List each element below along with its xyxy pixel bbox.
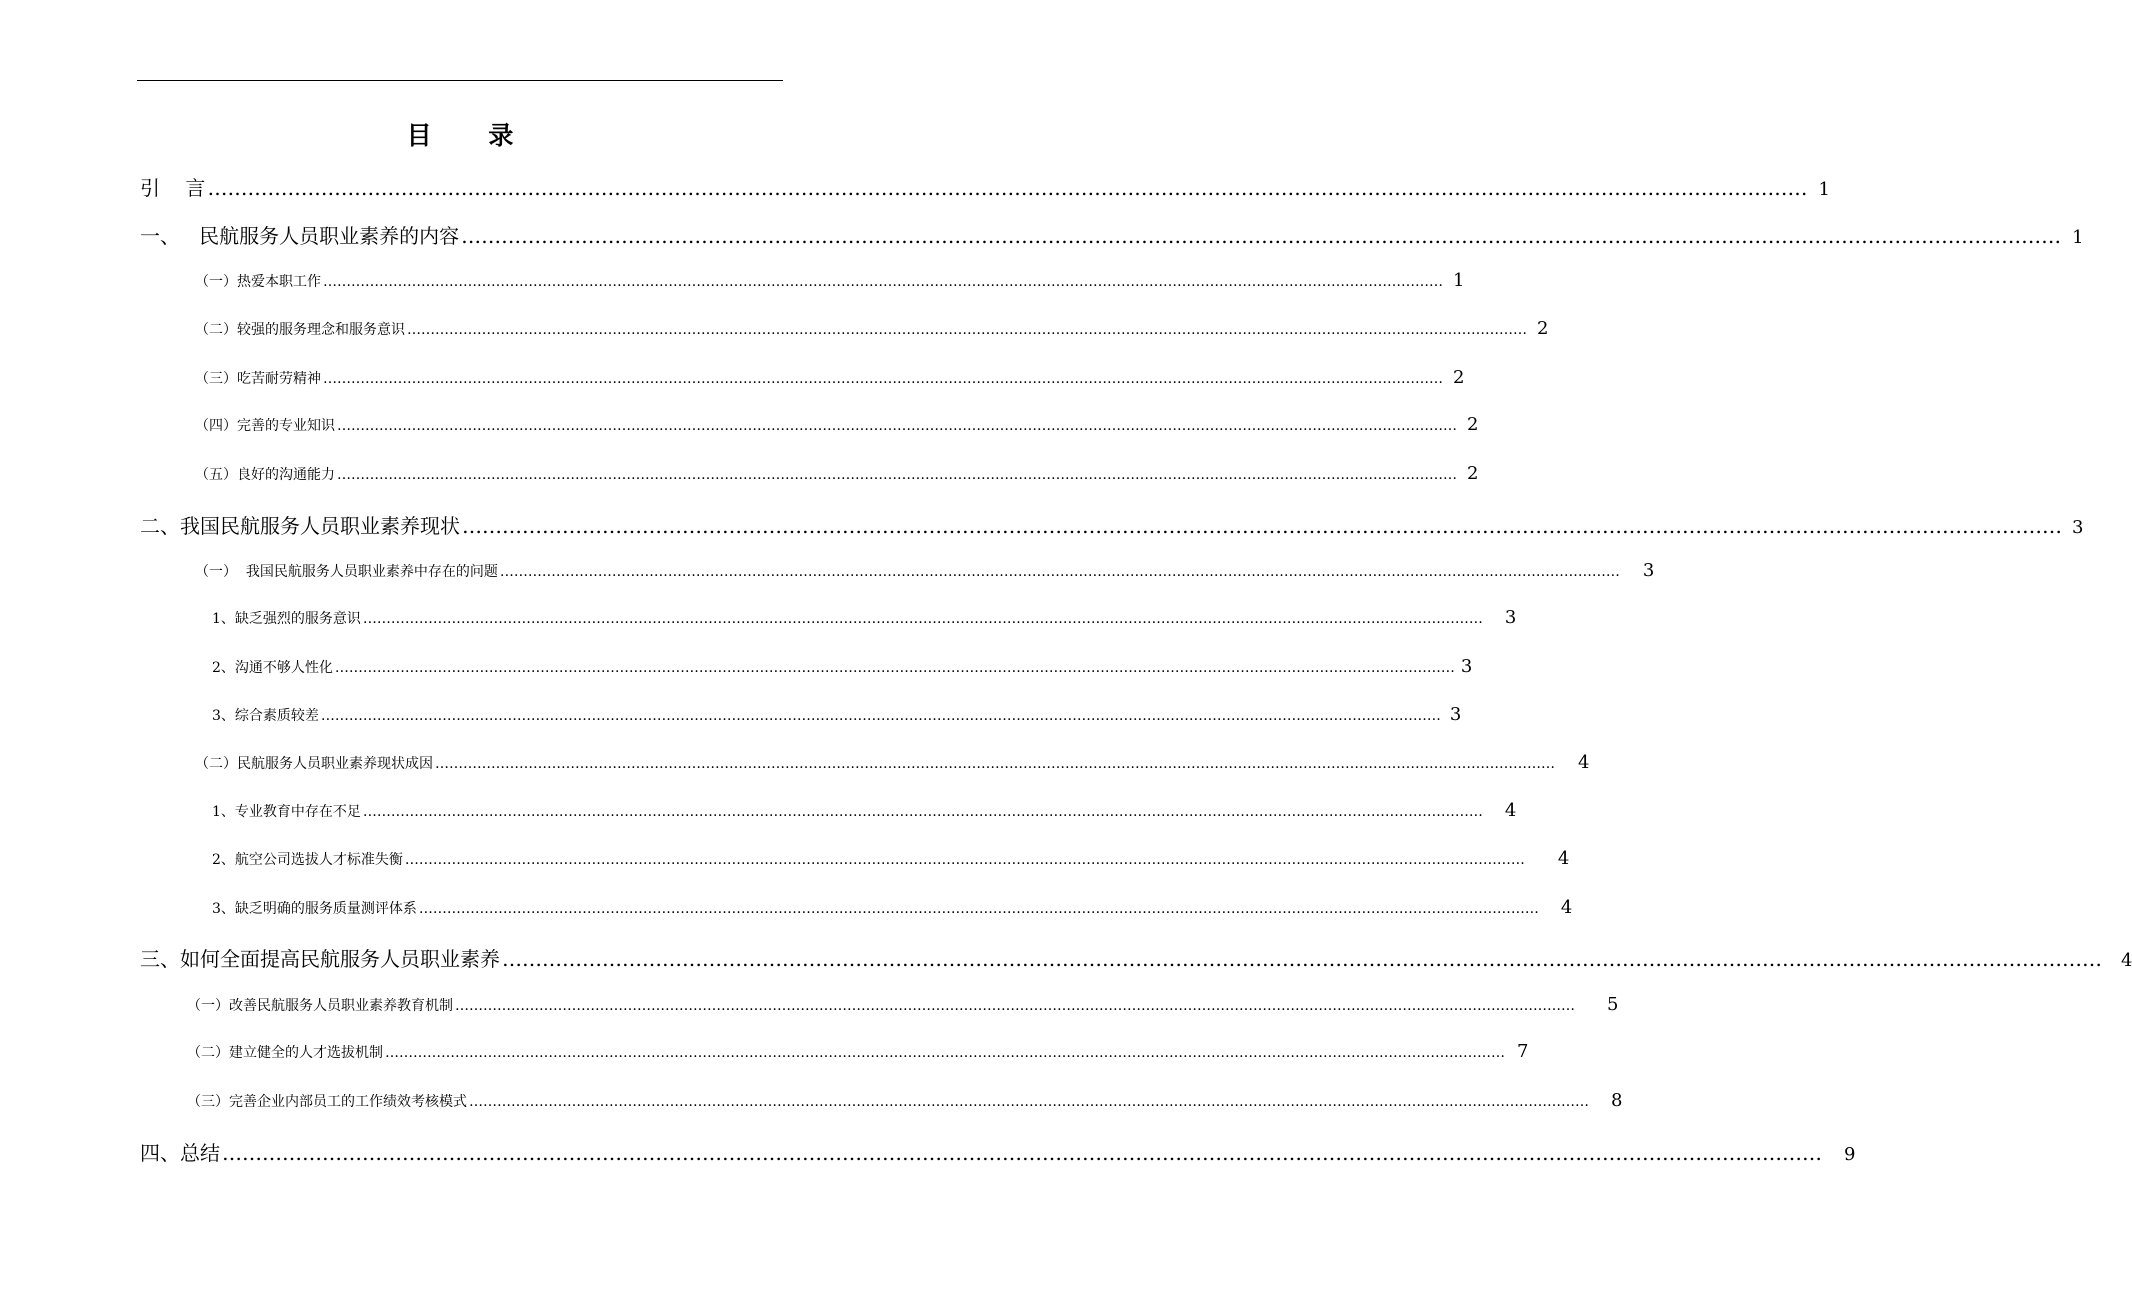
toc-entry[interactable] (195, 318, 1549, 348)
toc-entry-label: 1、缺乏强烈的服务意识 (212, 611, 361, 627)
toc-entry-label: 三、如何全面提高民航服务人员职业素养 (140, 947, 500, 971)
toc-leader-dots: …………………………………………………………………………………………………………………………………………………………………………………………………………………… (362, 611, 1483, 627)
toc-entry-page: 8 (1611, 1090, 1623, 1111)
toc-leader-dots: …………………………………………………………………………………………………………………………………………………………………………………………………………………… (362, 804, 1483, 820)
toc-entry-label: 3、综合素质较差 (212, 708, 319, 724)
toc-leader-dots: …………………………………………………………………………………………………………………………………………………………………………………………………………………… (418, 901, 1539, 917)
toc-entry[interactable] (212, 848, 1570, 878)
toc-entry[interactable] (140, 943, 2132, 973)
toc-entry-label: 四、总结 (140, 1141, 220, 1165)
toc-leader-dots: …………………………………………………………………………………………………………………………………………………………………………………………………………………… (320, 708, 1441, 724)
toc-entry-label: 2、沟通不够人性化 (212, 660, 333, 676)
toc-entry[interactable] (187, 1041, 1529, 1071)
toc-entry[interactable] (195, 463, 1479, 493)
toc-entry-label: （五）良好的沟通能力 (195, 467, 335, 483)
toc-entry[interactable] (195, 367, 1465, 397)
toc-entry-label: 1、专业教育中存在不足 (212, 804, 361, 820)
toc-leader-dots: …………………………………………………………………………………………………………………………………………………………………………………………………………………… (499, 564, 1620, 580)
toc-entry-page: 2 (1537, 318, 1549, 339)
toc-leader-dots: …………………………………………………………………………………………………………………………………………………………………………………………………………………… (461, 224, 2062, 248)
toc-entry-label: （三）吃苦耐劳精神 (195, 371, 321, 387)
toc-entry-page: 3 (1460, 656, 1473, 677)
toc-entry-label: （一）改善民航服务人员职业素养教育机制 (187, 998, 453, 1014)
toc-entry-page: 3 (2072, 517, 2084, 538)
toc-entry-page: 2 (1453, 367, 1465, 388)
toc-leader-dots: …………………………………………………………………………………………………………………………………………………………………………………………………………………… (337, 467, 1457, 483)
toc-entry-label: 二、我国民航服务人员职业素养现状 (140, 514, 460, 538)
toc-entry-page: 1 (1818, 179, 1830, 200)
toc-entry[interactable] (212, 897, 1573, 927)
toc-entry[interactable] (187, 994, 1619, 1024)
toc-entry[interactable] (195, 414, 1479, 444)
toc-entry-page: 4 (1557, 848, 1570, 869)
toc-leader-dots: …………………………………………………………………………………………………………………………………………………………………………………………………………………… (469, 1094, 1589, 1110)
toc-entry-label: （一） 我国民航服务人员职业素养中存在的问题 (195, 564, 498, 580)
toc-entry-page: 2 (1467, 463, 1479, 484)
toc-entry[interactable] (212, 607, 1517, 637)
toc-entry-page: 4 (1578, 752, 1590, 773)
toc-leader-dots: …………………………………………………………………………………………………………………………………………………………………………………………………………………… (502, 947, 2102, 971)
toc-entry-page: 4 (2121, 950, 2132, 971)
toc-leader-dots: …………………………………………………………………………………………………………………………………………………………………………………………………………………… (337, 418, 1457, 434)
toc-leader-dots: …………………………………………………………………………………………………………………………………………………………………………………………………………………… (323, 371, 1443, 387)
toc-leader-dots: …………………………………………………………………………………………………………………………………………………………………………………………………………………… (462, 514, 2062, 538)
toc-entry[interactable] (195, 270, 1465, 300)
toc-entry[interactable] (187, 1090, 1623, 1120)
toc-entry-label: 3、缺乏明确的服务质量测评体系 (212, 901, 417, 917)
toc-leader-dots: …………………………………………………………………………………………………………………………………………………………………………………………………………………… (407, 322, 1527, 338)
toc-leader-dots: …………………………………………………………………………………………………………………………………………………………………………………………………………………… (455, 998, 1575, 1014)
toc-entry-page: 3 (1642, 560, 1655, 581)
toc-leader-dots: …………………………………………………………………………………………………………………………………………………………………………………………………………………… (404, 852, 1525, 868)
toc-entry-label: 2、航空公司选拔人才标准失衡 (212, 852, 403, 868)
toc-entry-page: 3 (1449, 704, 1462, 725)
toc-entry-page: 2 (1467, 414, 1479, 435)
toc-entry-page: 7 (1517, 1041, 1529, 1062)
toc-entry[interactable] (212, 704, 1462, 734)
toc-entry-label: （四）完善的专业知识 (195, 418, 335, 434)
toc-entry-label: 引 言 (140, 176, 206, 200)
toc-entry[interactable] (140, 1137, 1856, 1167)
toc-entry-page: 3 (1504, 607, 1517, 628)
toc-entry[interactable] (140, 220, 2084, 250)
toc-entry-page: 4 (1504, 800, 1517, 821)
toc-entry-label: 一、 民航服务人员职业素养的内容 (140, 224, 460, 248)
toc-leader-dots: …………………………………………………………………………………………………………………………………………………………………………………………………………………… (323, 274, 1443, 290)
toc-entry-label: （二）较强的服务理念和服务意识 (195, 322, 405, 338)
toc-entry-page: 5 (1607, 994, 1619, 1015)
toc-leader-dots: …………………………………………………………………………………………………………………………………………………………………………………………………………………… (385, 1045, 1505, 1061)
toc-entry-page: 1 (1453, 270, 1465, 291)
toc-entry-label: （二）民航服务人员职业素养现状成因 (195, 756, 433, 772)
toc-entry[interactable] (212, 800, 1517, 830)
toc-entry[interactable] (195, 752, 1590, 782)
toc-entry[interactable] (212, 656, 1473, 686)
toc-leader-dots: …………………………………………………………………………………………………………………………………………………………………………………………………………………… (222, 1141, 1822, 1165)
toc-entry[interactable] (195, 560, 1655, 590)
toc-entry-label: （一）热爱本职工作 (195, 274, 321, 290)
toc-entry[interactable] (140, 172, 1830, 202)
toc-entry-page: 4 (1560, 897, 1573, 918)
toc-entry-label: （三）完善企业内部员工的工作绩效考核模式 (187, 1094, 467, 1110)
toc-title: 目 录 (406, 121, 538, 150)
toc-entry-page: 9 (1844, 1144, 1856, 1165)
header-rule (137, 80, 783, 81)
toc-entry-label: （二）建立健全的人才选拔机制 (187, 1045, 383, 1061)
toc-leader-dots: …………………………………………………………………………………………………………………………………………………………………………………………………………………… (435, 756, 1555, 772)
toc-entry-page: 1 (2072, 227, 2084, 248)
toc-leader-dots: …………………………………………………………………………………………………………………………………………………………………………………………………………………… (334, 660, 1455, 676)
toc-leader-dots: …………………………………………………………………………………………………………………………………………………………………………………………………………………… (207, 176, 1808, 200)
toc-entry[interactable] (140, 510, 2084, 540)
